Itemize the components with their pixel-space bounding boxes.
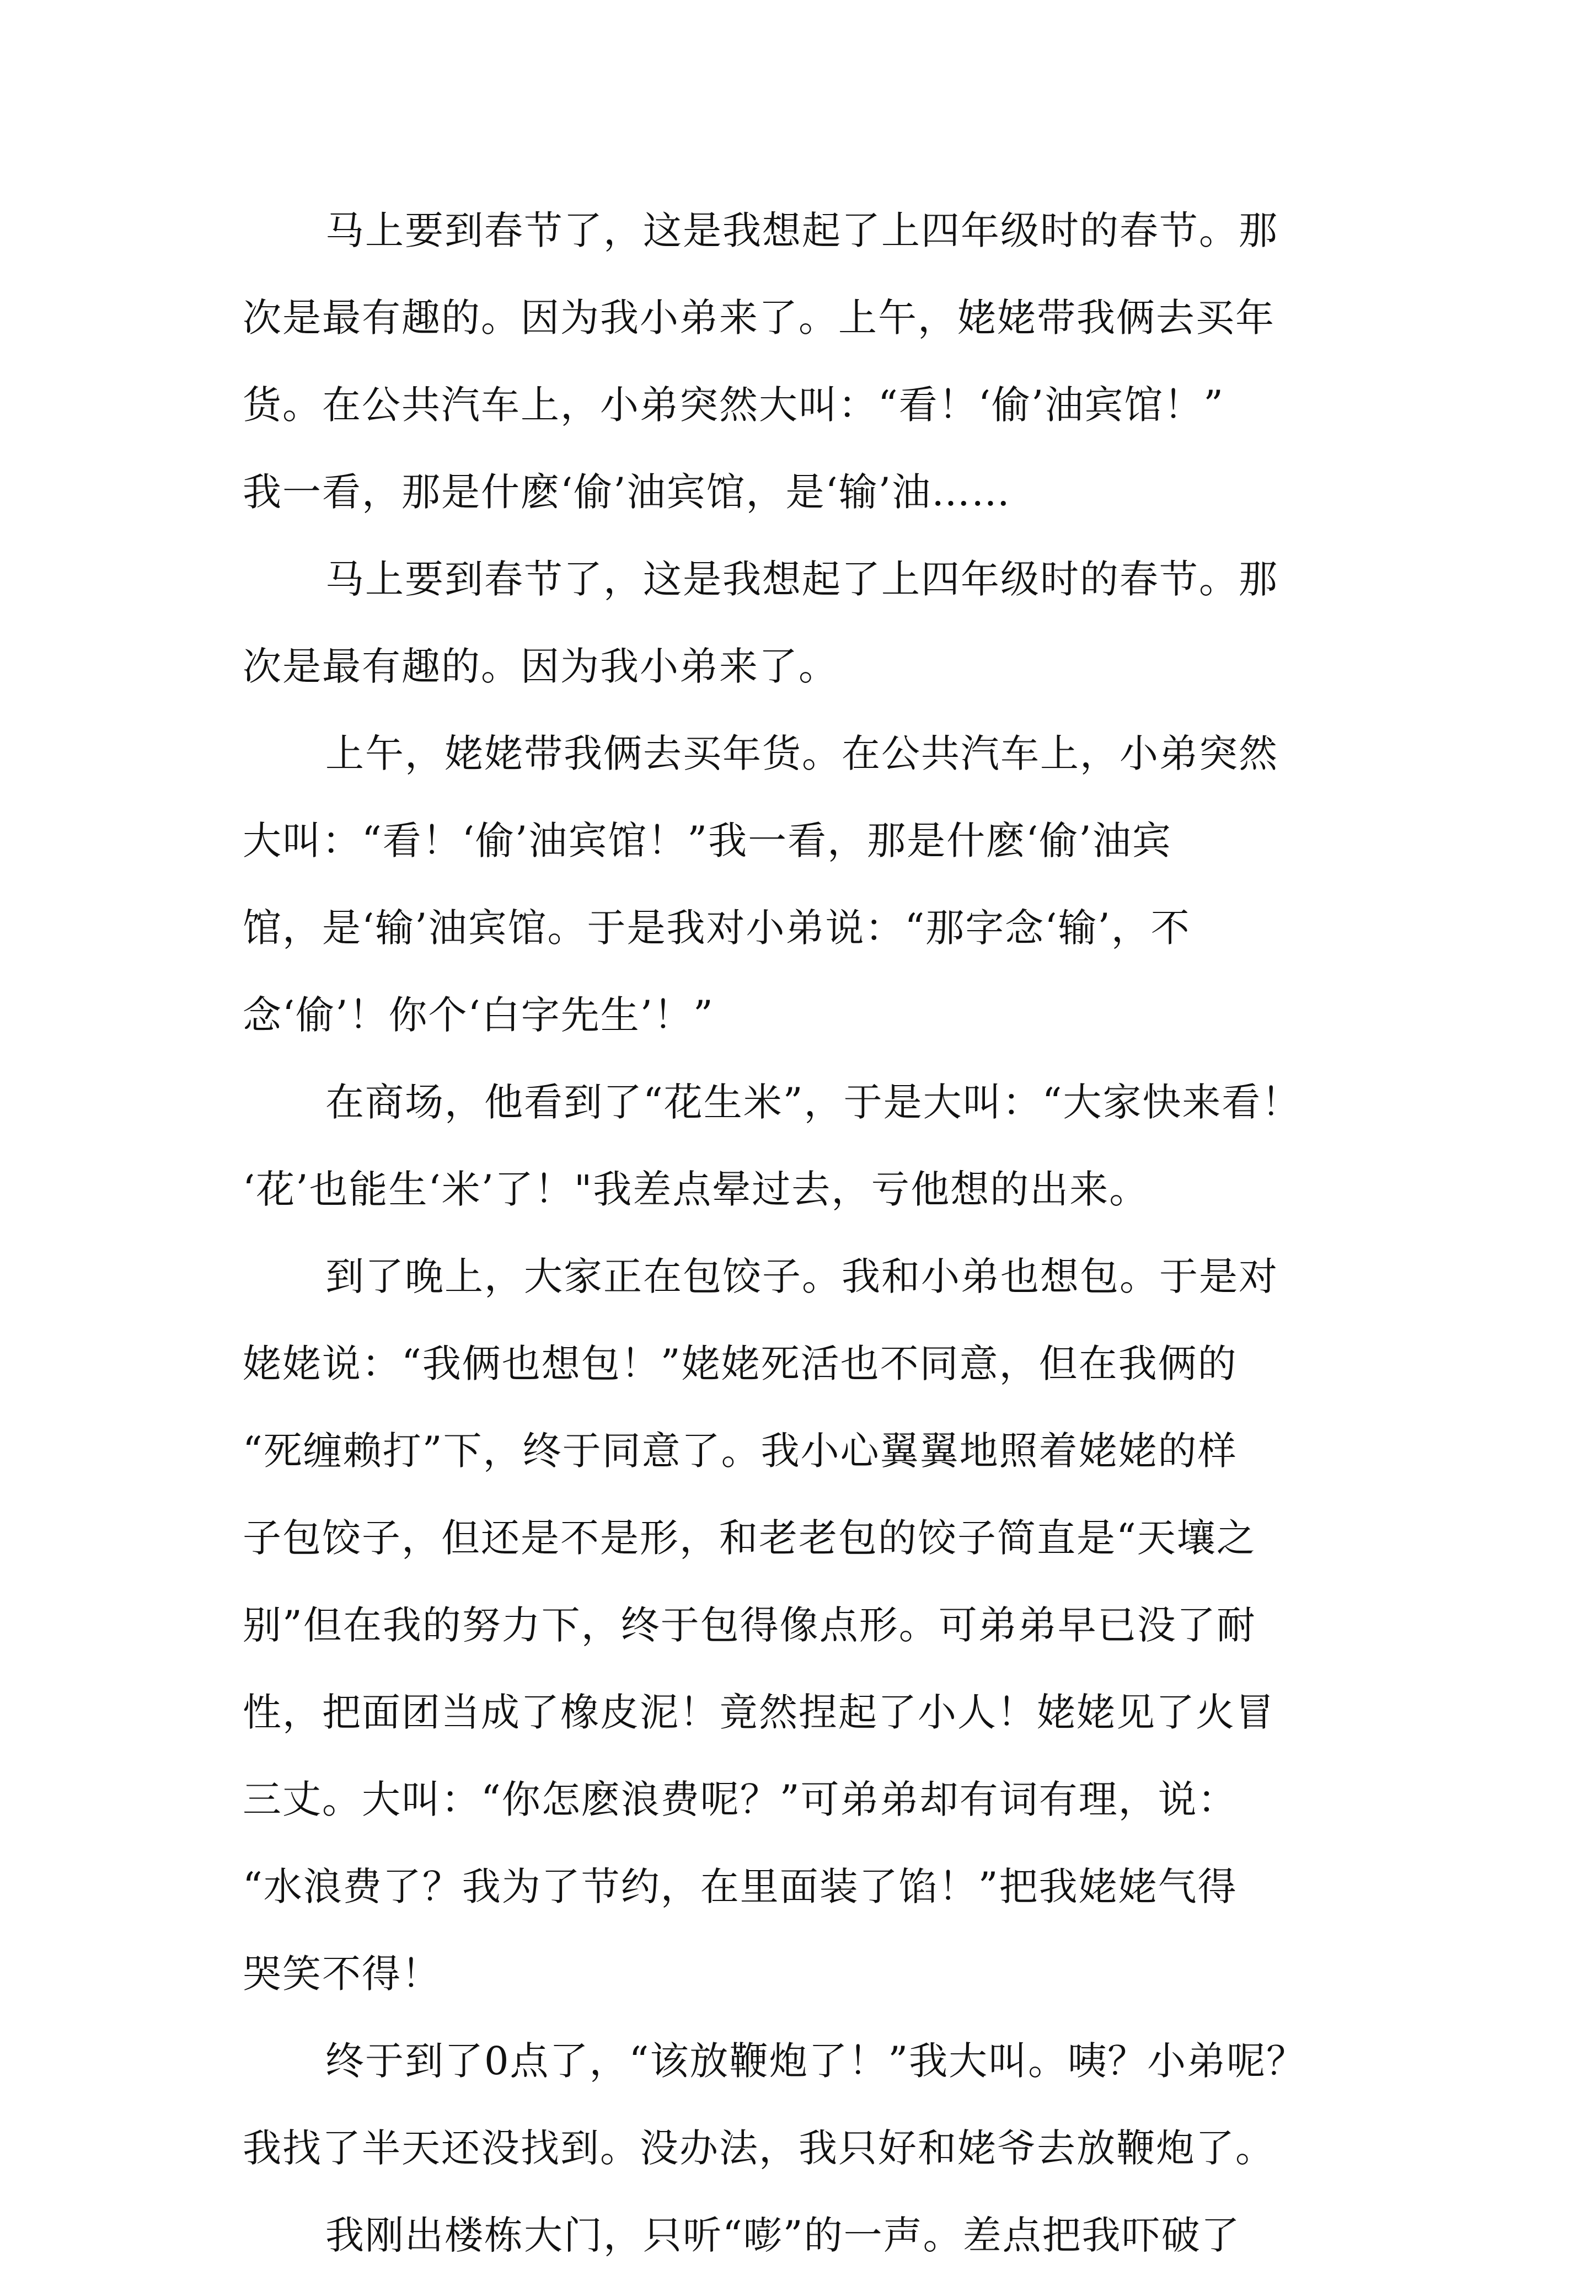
text-line: 馆，是‘输’油宾馆。于是我对小弟说：“那字念‘输’，不 [243,905,1191,951]
text-line: 我找了半天还没找到。没办法，我只好和姥爷去放鞭炮了。 [243,2126,1275,2171]
text-line: ‘花’也能生‘米’了！"我差点晕过去，亏他想的出来。 [243,1167,1149,1212]
text-line: 我刚出楼栋大门，只听“嘭”的一声。差点把我吓破了 [325,2213,1241,2258]
text-line: 终于到了0点了，“该放鞭炮了！”我大叫。咦？小弟呢？ [325,2038,1306,2084]
text-line: 哭笑不得！ [243,1951,441,1996]
text-line: 别”但在我的努力下，终于包得像点形。可弟弟早已没了耐 [243,1603,1256,1648]
text-line: 姥姥说：“我俩也想包！”姥姥死活也不同意，但在我俩的 [243,1341,1238,1386]
text-line: 上午，姥姥带我俩去买年货。在公共汽车上，小弟突然 [325,731,1278,776]
text-line: 马上要到春节了，这是我想起了上四年级时的春节。那 [325,557,1278,602]
text-line: 到了晚上，大家正在包饺子。我和小弟也想包。于是对 [325,1254,1278,1299]
text-line: 货。在公共汽车上，小弟突然大叫：“看！‘偷’油宾馆！” [243,382,1225,428]
text-line: 在商场，他看到了“花生米”，于是大叫：“大家快来看！ [325,1080,1302,1125]
text-line: “水浪费了？我为了节约，在里面装了馅！”把我姥姥气得 [243,1864,1238,1909]
text-line: 我一看，那是什麽‘偷’油宾馆，是‘输’油…… [243,469,1011,515]
text-line: 大叫：“看！‘偷’油宾馆！”我一看，那是什麽‘偷’油宾 [243,818,1172,863]
text-line: 子包饺子，但还是不是形，和老老包的饺子简直是“天壤之 [243,1515,1256,1561]
text-line: 马上要到春节了，这是我想起了上四年级时的春节。那 [325,208,1278,253]
text-line: 次是最有趣的。因为我小弟来了。 [243,644,838,689]
text-line: 次是最有趣的。因为我小弟来了。上午，姥姥带我俩去买年 [243,295,1275,340]
text-line: 三丈。大叫：“你怎麽浪费呢？”可弟弟却有词有理，说： [243,1777,1238,1822]
document-body [243,204,1368,2296]
text-line: 性，把面团当成了橡皮泥！竟然捏起了小人！姥姥见了火冒 [243,1690,1275,1735]
text-line: “死缠赖打”下，终于同意了。我小心翼翼地照着姥姥的样 [243,1428,1238,1473]
text-line: 念‘偷’！你个‘白字先生’！” [243,992,714,1038]
